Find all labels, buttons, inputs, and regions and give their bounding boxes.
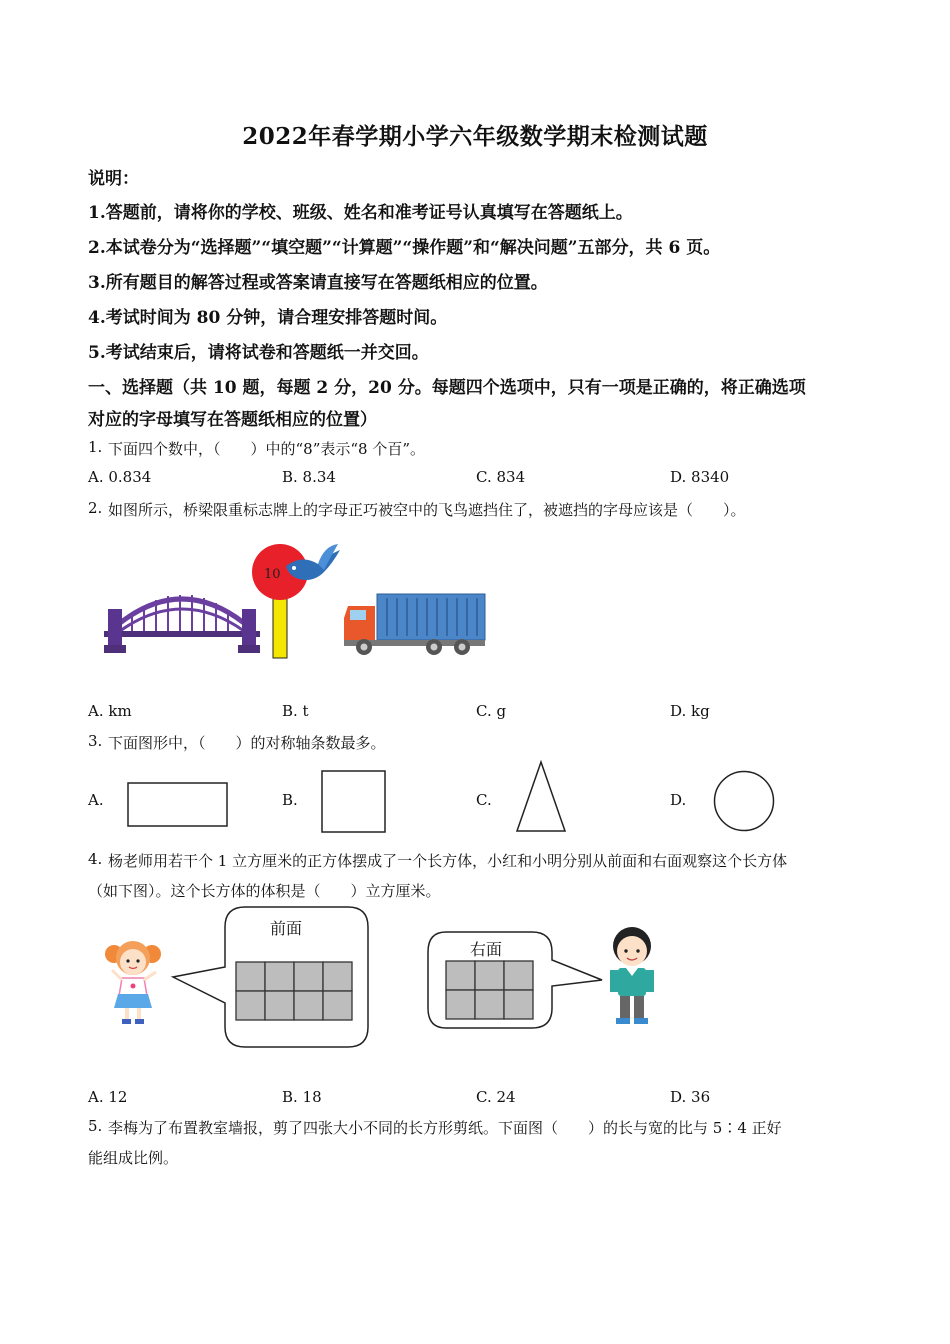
question-text: 下面四个数中，（ ）中的“8”表示“8 个百”。 [108, 440, 426, 458]
question-text-cont: 能组成比例。 [88, 1149, 179, 1167]
option-a: A. 0.834 [88, 468, 152, 486]
question-number: 4. [88, 850, 103, 868]
question-number: 5. [88, 1117, 103, 1135]
option-d: D. 8340 [670, 468, 730, 486]
option-c: C. [476, 791, 492, 809]
question-text: 下面图形中，（ ）的对称轴条数最多。 [108, 734, 386, 752]
question-text: 如图所示，桥梁限重标志牌上的字母正巧被空中的飞鸟遮挡住了，被遮挡的字母应该是（ ）。 [108, 501, 746, 519]
option-d: D. 36 [670, 1088, 711, 1106]
square-shape [321, 770, 387, 834]
option-a: A. [88, 791, 104, 809]
option-c: C. g [476, 702, 507, 720]
instruction-item: 1.答题前，请将你的学校、班级、姓名和准考证号认真填写在答题纸上。 [88, 203, 633, 223]
girl-icon [100, 932, 166, 1028]
question-number: 3. [88, 732, 103, 750]
question-number: 1. [88, 438, 103, 456]
circle-shape [712, 769, 776, 833]
instruction-item: 3.所有题目的解答过程或答案请直接写在答题纸相应的位置。 [88, 273, 548, 293]
section-heading: 一、选择题（共 10 题，每题 2 分，20 分。每题四个选项中，只有一项是正确的，将正确选项 [88, 378, 806, 398]
instruction-item: 4.考试时间为 80 分钟，请合理安排答题时间。 [88, 308, 448, 328]
question-text-cont: （如下图）。这个长方体的体积是（ ）立方厘米。 [88, 882, 441, 900]
option-b: B. [282, 791, 298, 809]
option-c: C. 834 [476, 468, 526, 486]
front-view-label: 前面 [270, 919, 303, 938]
truck-illustration [342, 592, 487, 657]
weight-limit-sign [252, 542, 347, 662]
sign-number: 10 [264, 567, 281, 582]
bridge-illustration [102, 583, 262, 663]
boy-icon [602, 924, 662, 1028]
option-b: B. 18 [282, 1088, 322, 1106]
section-heading-cont: 对应的字母填写在答题纸相应的位置） [88, 410, 377, 430]
option-b: B. 8.34 [282, 468, 336, 486]
option-d: D. [670, 791, 687, 809]
right-view-bubble [426, 930, 606, 1030]
instruction-item: 5.考试结束后，请将试卷和答题纸一并交回。 [88, 343, 429, 363]
page-title: 2022年春学期小学六年级数学期末检测试题 [242, 123, 708, 150]
rectangle-shape [127, 782, 229, 828]
option-c: C. 24 [476, 1088, 516, 1106]
question-text: 杨老师用若干个 1 立方厘米的正方体摆成了一个长方体，小红和小明分别从前面和右面观察这个长方体 [108, 852, 788, 870]
option-a: A. km [88, 702, 132, 720]
option-b: B. t [282, 702, 309, 720]
option-d: D. kg [670, 702, 710, 720]
instructions-heading: 说明： [88, 169, 139, 189]
question-text: 李梅为了布置教室墙报，剪了四张大小不同的长方形剪纸。下面图（ ）的长与宽的比与 5∶4 正好 [108, 1119, 782, 1137]
right-view-label: 右面 [470, 940, 503, 959]
question-number: 2. [88, 499, 103, 517]
option-a: A. 12 [88, 1088, 128, 1106]
triangle-shape [515, 761, 567, 833]
instruction-item: 2.本试卷分为“选择题”“填空题”“计算题”“操作题”和“解决问题”五部分，共 6 页。 [88, 238, 721, 258]
